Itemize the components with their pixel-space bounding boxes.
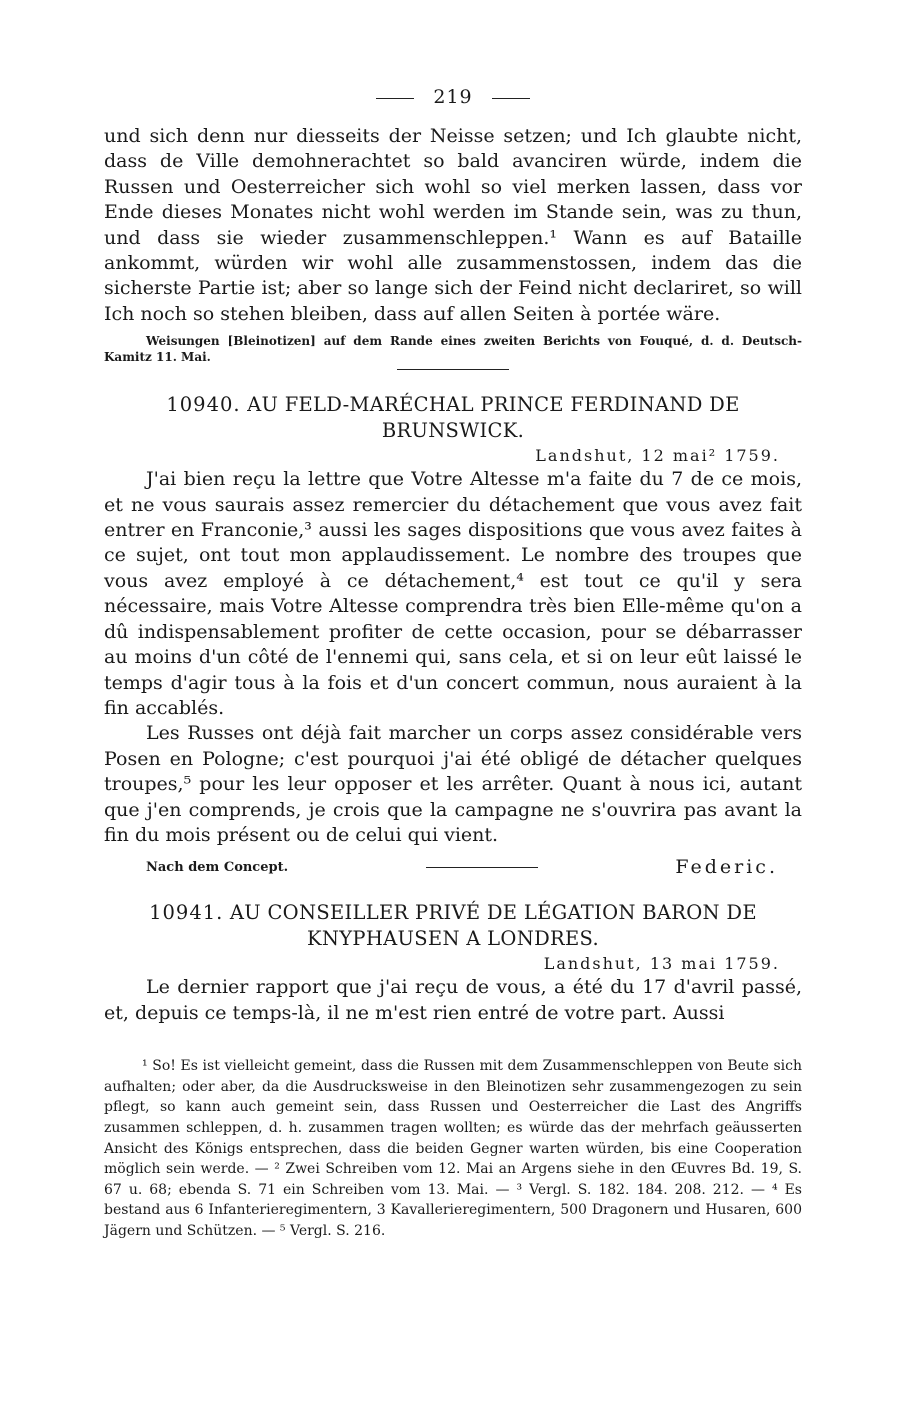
letter-10940-paragraph-1: J'ai bien reçu la lettre que Votre Altesse m'a faite du 7 de ce mois, et ne vous saurais assez remercier du détachement que vous avez fait entrer en Franconie,³ aussi les sages dispositions que vous avez faites à ce sujet, ont tout mon applaudissement. Le nombre des troupes que vous avez employé à ce détachement,⁴ est tout ce qu'il y sera nécessaire, mais Votre Altesse comprendra très bien Elle-même qu'on a dû indispensablement profiter de cette occasion, pour se débarrasser au moins d'un côté de l'ennemi qui, sans cela, et si on leur eût laissé le temps d'agir tous à la fois et d'un concert commun, nous auraient à la fin accablés.	[104, 468, 802, 719]
letter-title-10940: AU FELD-MARÉCHAL PRINCE FERDINAND DE BRUNSWICK.	[247, 393, 740, 443]
continuation-paragraph: und sich denn nur diesseits der Neisse setzen; und Ich glaubte nicht, dass de Ville demohnerachtet so bald avanciren würde, indem die Russen und Oesterreicher sich wohl so viel merken lassen, dass vor Ende dieses Monates nicht wohl werden im Stande sein, was zu thun, und dass sie wieder zusammenschleppen.¹ Wann es auf Bataille ankommt, würden wir wohl alle zusammenstossen, indem das die sicherste Partie ist; aber so lange sich der Feind nicht declariret, so will Ich noch so stehen bleiben, dass auf allen Seiten à portée wäre.	[104, 125, 802, 325]
page-number-rule-right	[492, 98, 530, 99]
footnotes	[104, 1056, 802, 1241]
footnote-text: ¹ So! Es ist vielleicht gemeint, dass die Russen mit dem Zusammenschleppen von Beute sich aufhalten; oder aber, da die Ausdrucksweise in den Bleinotizen sehr zusammengezogen zu sein pflegt, so kann auch gemeint sein, dass Russen und Oesterreicher die Last des Angriffs zusammen schleppen, d. h. zusammen tragen wollten; es würde das der mehrfach geäusserten Ansicht des Königs entsprechen, dass die beiden Gegner warten würden, bis eine Cooperation möglich sein werde. — ² Zwei Schreiben vom 12. Mai an Argens siehe in den Œuvres Bd. 19, S. 67 u. 68; ebenda S. 71 ein Schreiben vom 13. Mai. — ³ Vergl. S. 182. 184. 208. 212. — ⁴ Es bestand aus 6 Infanterieregimentern, 3 Kavallerieregimentern, 500 Dragonern und Husaren, 600 Jägern und Schützen. — ⁵ Vergl. S. 216.	[104, 1058, 802, 1239]
continuation-note: Weisungen [Bleinotizen] auf dem Rande eines zweiten Berichts von Fouqué, d. d. Deutsch-Kamitz 11. Mai.	[104, 334, 802, 365]
letter-number-10940: 10940.	[166, 393, 241, 417]
letter-title-10941: AU CONSEILLER PRIVÉ DE LÉGATION BARON DE KNYPHAUSEN A LONDRES.	[229, 901, 757, 951]
section-divider	[397, 369, 509, 370]
letter-heading-10941	[104, 900, 802, 952]
page-number-line	[104, 86, 802, 108]
document-page	[104, 86, 802, 1242]
letter-number-10941: 10941.	[149, 901, 224, 925]
letter-10940-paragraph-2: Les Russes ont déjà fait marcher un corps assez considérable vers Posen en Pologne; c'est pourquoi j'ai été obligé de détacher quelques troupes,⁵ pour les leur opposer et les arrêter. Quant à nous ici, autant que j'en comprends, je crois que la campagne ne s'ouvrira pas avant la fin du mois présent ou de celui qui vient.	[104, 722, 802, 846]
letter-heading-10940	[104, 392, 802, 444]
signature: Federic.	[675, 856, 778, 879]
closing-divider	[426, 867, 538, 868]
page-number: 219	[433, 86, 473, 108]
source-note: Nach dem Concept.	[146, 859, 289, 875]
page-number-rule-left	[376, 98, 414, 99]
letter-10941-paragraph-1: Le dernier rapport que j'ai reçu de vous, a été du 17 d'avril passé, et, depuis ce temps-là, il ne m'est rien entré de votre part. Aussi	[104, 976, 802, 1024]
letter-10940-closing	[104, 856, 802, 878]
dateline-10940: Landshut, 12 mai² 1759.	[535, 446, 780, 466]
dateline-10941: Landshut, 13 mai 1759.	[543, 954, 780, 974]
